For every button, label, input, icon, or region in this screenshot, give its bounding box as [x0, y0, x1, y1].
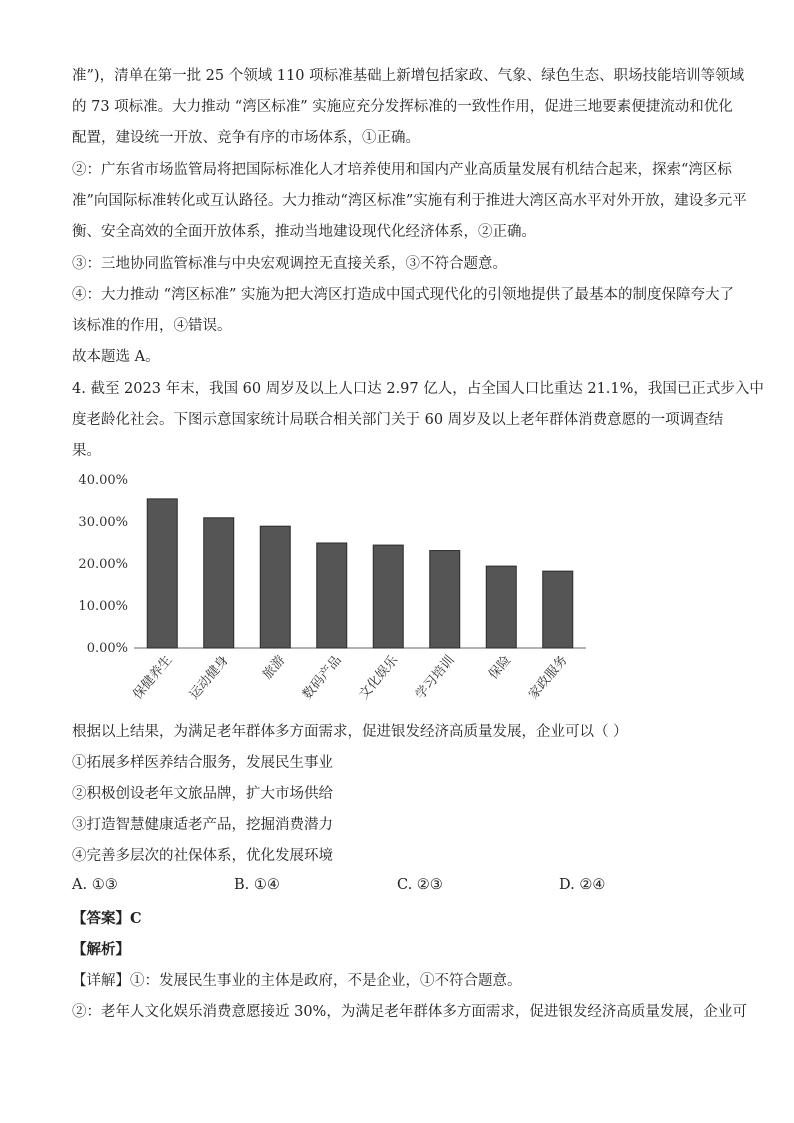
- paragraph-line: ③：三地协同监管标准与中央宏观调控无直接关系，③不符合题意。: [72, 256, 507, 272]
- x-tick-label: 家政服务: [525, 652, 571, 703]
- paragraph-line: ②：广东省市场监管局将把国际标准化人才培养使用和国内产业高质量发展有机结合起来，探索“湾区标: [72, 162, 732, 178]
- x-tick-label: 旅游: [260, 652, 289, 683]
- detail-line: ②：老年人文化娱乐消费意愿接近 30%，为满足老年群体多方面需求，促进银发经济高质量发展，企业可: [72, 1004, 747, 1020]
- x-tick-label: 保险: [486, 652, 515, 683]
- paragraph-line: 的 73 项标准。大力推动 “湾区标准” 实施应充分发挥标准的一致性作用，促进三地要素便捷流动和优化: [72, 99, 733, 115]
- paragraph-line: 衡、安全高效的全面开放体系，推动当地建设现代化经济体系，②正确。: [72, 224, 536, 240]
- paragraph-line: 该标准的作用，④错误。: [72, 318, 232, 334]
- option-b: B. ①④: [234, 877, 280, 893]
- chart-bars: [147, 499, 573, 648]
- paragraph-line: 准”)，清单在第一批 25 个领域 110 项标准基础上新增包括家政、气象、绿色生态、职场技能培训等领域: [72, 68, 745, 84]
- bar: [486, 566, 516, 648]
- y-tick-label: 40.00%: [78, 473, 128, 488]
- question-4-text: 度老龄化社会。下图示意国家统计局联合相关部门关于 60 周岁及以上老年群体消费意愿的一项调查结: [72, 412, 724, 428]
- option-d: D. ②④: [559, 877, 606, 893]
- question-stem: 根据以上结果，为满足老年群体多方面需求，促进银发经济高质量发展，企业可以（ ）: [72, 724, 628, 740]
- paragraph-line: 配置，建设统一开放、竞争有序的市场体系，①正确。: [72, 130, 420, 146]
- statement-item: ③打造智慧健康适老产品，挖掘消费潜力: [72, 817, 333, 833]
- bar: [317, 543, 347, 648]
- bar: [373, 545, 403, 648]
- paragraph-line: 准”向国际标准转化或互认路径。大力推动“湾区标准”实施有利于推进大湾区高水平对外开放，建设多元平: [72, 193, 747, 209]
- x-tick-label: 保健养生: [130, 652, 176, 703]
- detail-line: 【详解】①：发展民生事业的主体是政府，不是企业，①不符合题意。: [72, 973, 522, 989]
- bar: [260, 526, 290, 648]
- option-a: A. ①③: [72, 877, 118, 893]
- y-tick-label: 10.00%: [78, 599, 128, 614]
- consumption-bar-chart: [60, 462, 620, 722]
- bar: [147, 499, 177, 648]
- x-tick-label: 学习培训: [412, 652, 458, 703]
- paragraph-line: 故本题选 A。: [72, 349, 160, 365]
- x-tick-label: 文化娱乐: [356, 652, 402, 703]
- statement-item: ②积极创设老年文旅品牌，扩大市场供给: [72, 786, 333, 802]
- y-tick-label: 0.00%: [86, 641, 128, 656]
- question-4-text: 果。: [72, 443, 101, 459]
- x-tick-label: 数码产品: [299, 652, 345, 703]
- bar: [430, 551, 460, 648]
- statement-item: ④完善多层次的社保体系，优化发展环境: [72, 848, 333, 864]
- option-c: C. ②③: [397, 877, 443, 893]
- answer-line: 【答案】C: [72, 910, 142, 927]
- statement-item: ①拓展多样医养结合服务，发展民生事业: [72, 755, 333, 771]
- analysis-heading: 【解析】: [72, 941, 130, 958]
- y-tick-label: 30.00%: [78, 515, 128, 530]
- question-4-text: 4. 截至 2023 年末，我国 60 周岁及以上人口达 2.97 亿人，占全国人口比重达 21.1%，我国已正式步入中: [72, 381, 764, 397]
- paragraph-line: ④：大力推动 “湾区标准” 实施为把大湾区打造成中国式现代化的引领地提供了最基本的制度保障夸大了: [72, 287, 735, 303]
- y-tick-label: 20.00%: [78, 557, 128, 572]
- answer-options: [72, 877, 732, 897]
- chart-x-labels: [130, 652, 571, 702]
- bar: [543, 571, 573, 648]
- bar: [204, 518, 234, 648]
- x-tick-label: 运动健身: [186, 652, 232, 703]
